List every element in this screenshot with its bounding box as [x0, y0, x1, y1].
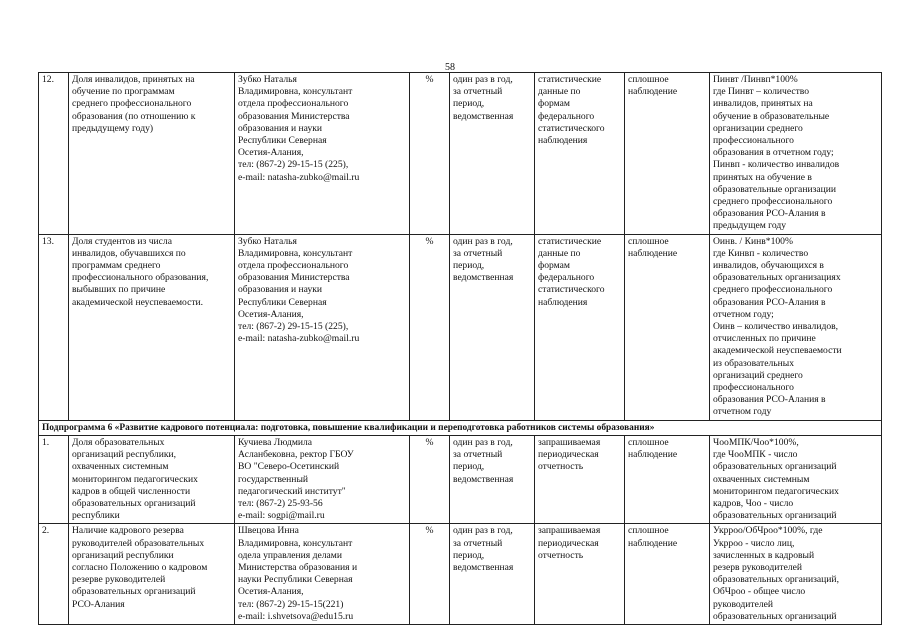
row-number: 13. — [39, 234, 69, 420]
responsible-cell-line: тел: (867-2) 29-15-15 (225), — [238, 159, 349, 171]
indicator-cell-line: республики — [72, 510, 120, 522]
indicator-cell-line: резерве руководителей — [72, 574, 166, 586]
responsible-cell-line: Кучиева Людмила — [238, 436, 313, 448]
indicator-cell-line: выбывших по причине — [72, 284, 166, 296]
formula-cell — [710, 234, 882, 420]
unit-cell: % — [410, 435, 450, 523]
formula-cell-line: принятых на обучение в — [713, 171, 812, 183]
method-cell — [625, 73, 710, 235]
indicator-cell-line: образовательных организаций — [72, 497, 196, 509]
source-cell-line: периодическая — [538, 449, 599, 461]
indicator-cell-line: охваченных системным — [72, 461, 169, 473]
formula-cell-line: среднего профессионального — [713, 196, 833, 208]
formula-cell-line: ЧооМПК/Чоо*100%, — [713, 436, 799, 448]
row-number: 1. — [39, 435, 69, 523]
responsible-cell-line: государственный — [238, 473, 309, 485]
table-row — [39, 73, 882, 235]
source-cell-line: наблюдения — [538, 296, 588, 308]
responsible-cell-line: Швецова Инна — [238, 525, 299, 537]
responsible-cell-line: e-mail: sogpi@mail.ru — [238, 510, 325, 522]
formula-cell-line: Оинв. / Кинв*100% — [713, 235, 793, 247]
responsible-cell-line: тел: (867-2) 29-15-15 (225), — [238, 321, 349, 333]
formula-cell-line: Укрроо/ОбЧроо*100%, где — [713, 525, 823, 537]
method-cell-line: сплошное — [628, 436, 669, 448]
period-cell-line: один раз в год, — [453, 74, 513, 85]
responsible-cell-line: Осетия-Алания, — [238, 586, 304, 598]
source-cell — [535, 234, 625, 420]
period-cell-line: ведомственная — [453, 561, 514, 573]
responsible-cell-line: образования и науки — [238, 284, 323, 296]
responsible-cell-line: тел: (867-2) 25-93-56 — [238, 497, 323, 509]
unit-cell: % — [410, 524, 450, 625]
responsible-cell-line: e-mail: natasha-zubko@mail.ru — [238, 333, 360, 345]
formula-cell-line: отчисленных по причине — [713, 333, 816, 345]
formula-cell-line: где Кинвп - количество — [713, 247, 809, 259]
period-cell-line: период, — [453, 260, 485, 272]
indicator-cell-line: мониторингом педагогических — [72, 473, 198, 485]
method-cell-line: наблюдение — [628, 537, 678, 549]
source-cell-line: наблюдения — [538, 135, 588, 147]
source-cell-line: периодическая — [538, 537, 599, 549]
formula-cell-line: где ЧооМПК - число — [713, 449, 798, 461]
formula-cell-line: инвалидов, принятых на — [713, 98, 813, 110]
responsible-cell-line: Владимировна, консультант — [238, 247, 353, 259]
responsible-cell-line: тел: (867-2) 29-15-15(221) — [238, 598, 344, 610]
formula-cell-line: Укрроо - число лиц, — [713, 537, 795, 549]
method-cell-line: сплошное — [628, 525, 669, 537]
indicator-cell-line: Доля образовательных — [72, 436, 165, 448]
indicator-cell-line: кадров в общей численности — [72, 485, 191, 497]
responsible-cell-line: e-mail: i.shvetsova@edu15.ru — [238, 610, 354, 622]
formula-cell — [710, 524, 882, 625]
indicator-cell-line: академической неуспеваемости. — [72, 296, 204, 308]
formula-cell-line: отчетном году; — [713, 308, 774, 320]
responsible-cell-line: Владимировна, консультант — [238, 86, 353, 98]
formula-cell-line: кадров, Чоо - число — [713, 497, 794, 509]
formula-cell-line: образования РСО-Алания в — [713, 296, 826, 308]
indicator-cell-line: среднего профессионального — [72, 98, 192, 110]
indicator-cell-line: Доля студентов из числа — [72, 235, 172, 247]
responsible-cell-line: Министерства образования и — [238, 561, 358, 573]
period-cell-line: период, — [453, 98, 485, 110]
indicator-table — [38, 72, 882, 625]
indicator-cell-line: образования (по отношению к — [72, 110, 196, 122]
responsible-cell — [235, 435, 410, 523]
source-cell-line: статистического — [538, 284, 605, 296]
period-cell-line: за отчетный — [453, 537, 503, 549]
unit-cell: % — [410, 73, 450, 235]
source-cell-line: статистические — [538, 74, 602, 85]
method-cell-line: наблюдение — [628, 86, 678, 98]
indicator-cell — [69, 435, 235, 523]
formula-cell — [710, 73, 882, 235]
formula-cell-line: профессионального — [713, 135, 794, 147]
period-cell-line: период, — [453, 549, 485, 561]
formula-cell-line: зачисленных в кадровый — [713, 549, 815, 561]
formula-cell — [710, 435, 882, 523]
formula-cell-line: где Пинвт – количество — [713, 86, 810, 98]
responsible-cell-line: отдела профессионального — [238, 98, 349, 110]
indicator-cell-line: руководителей образовательных — [72, 537, 205, 549]
indicator-cell — [69, 524, 235, 625]
formula-cell-line: охваченных системным — [713, 473, 810, 485]
responsible-cell — [235, 524, 410, 625]
formula-cell-line: образовательных организаций, — [713, 574, 839, 586]
table-row — [39, 435, 882, 523]
responsible-cell-line: ВО "Северо-Осетинский — [238, 461, 340, 473]
source-cell-line: отчетность — [538, 549, 584, 561]
responsible-cell-line: Осетия-Алания, — [238, 308, 304, 320]
page-number: 58 — [445, 62, 455, 73]
indicator-cell-line: согласно Положению о кадровом — [72, 561, 208, 573]
indicator-cell — [69, 234, 235, 420]
source-cell-line: статистические — [538, 235, 602, 247]
responsible-cell-line: Республики Северная — [238, 296, 327, 308]
responsible-cell-line: образования Министерства — [238, 110, 350, 122]
responsible-cell-line: Зубко Наталья — [238, 235, 297, 247]
indicator-cell-line: Доля инвалидов, принятых на — [72, 74, 195, 85]
period-cell-line: один раз в год, — [453, 525, 513, 537]
period-cell-line: ведомственная — [453, 110, 514, 122]
formula-cell-line: организации среднего — [713, 122, 803, 134]
responsible-cell-line: e-mail: natasha-zubko@mail.ru — [238, 171, 360, 183]
period-cell-line: ведомственная — [453, 272, 514, 284]
indicator-cell-line: профессионального образования, — [72, 272, 209, 284]
period-cell — [450, 234, 535, 420]
source-cell-line: отчетность — [538, 461, 584, 473]
responsible-cell-line: Зубко Наталья — [238, 74, 297, 85]
source-cell-line: формам — [538, 260, 570, 272]
formula-cell-line: инвалидов, обучающихся в — [713, 260, 824, 272]
source-cell-line: федерального — [538, 272, 595, 284]
formula-cell-line: резерв руководителей — [713, 561, 803, 573]
source-cell-line: данные по — [538, 247, 581, 259]
method-cell — [625, 234, 710, 420]
responsible-cell-line: Осетия-Алания, — [238, 147, 304, 159]
table-row — [39, 234, 882, 420]
method-cell — [625, 435, 710, 523]
indicator-cell-line: организаций республики — [72, 549, 174, 561]
formula-cell-line: предыдущем году — [713, 220, 787, 232]
formula-cell-line: образовательных организаций — [713, 461, 837, 473]
table-row — [39, 524, 882, 625]
indicator-cell-line: организаций республики, — [72, 449, 177, 461]
source-cell-line: запрашиваемая — [538, 436, 601, 448]
formula-cell-line: образовательных организациях — [713, 272, 841, 284]
period-cell-line: один раз в год, — [453, 436, 513, 448]
period-cell — [450, 73, 535, 235]
row-number: 2. — [39, 524, 69, 625]
period-cell-line: за отчетный — [453, 449, 503, 461]
source-cell — [535, 524, 625, 625]
responsible-cell-line: Владимировна, консультант — [238, 537, 353, 549]
indicator-cell — [69, 73, 235, 235]
period-cell-line: один раз в год, — [453, 235, 513, 247]
indicator-cell-line: образовательных организаций — [72, 586, 196, 598]
formula-cell-line: руководителей — [713, 598, 774, 610]
formula-cell-line: образовательных организаций — [713, 510, 837, 522]
responsible-cell-line: Республики Северная — [238, 135, 327, 147]
responsible-cell-line: образования Министерства — [238, 272, 350, 284]
period-cell — [450, 524, 535, 625]
indicator-cell-line: инвалидов, обучавшихся по — [72, 247, 186, 259]
period-cell-line: за отчетный — [453, 247, 503, 259]
formula-cell-line: образования в отчетном году; — [713, 147, 834, 159]
formula-cell-line: Оинв – количество инвалидов, — [713, 321, 839, 333]
formula-cell-line: обучение в образовательные — [713, 110, 830, 122]
period-cell-line: ведомственная — [453, 473, 514, 485]
responsible-cell-line: педагогический институт" — [238, 485, 346, 497]
responsible-cell-line: Асланбековна, ректор ГБОУ — [238, 449, 354, 461]
source-cell-line: федерального — [538, 110, 595, 122]
formula-cell-line: среднего профессионального — [713, 284, 833, 296]
formula-cell-line: образовательные организации — [713, 183, 837, 195]
period-cell — [450, 435, 535, 523]
formula-cell-line: образования РСО-Алания в — [713, 208, 826, 220]
period-cell-line: за отчетный — [453, 86, 503, 98]
formula-cell-line: организаций среднего — [713, 369, 803, 381]
method-cell-line: наблюдение — [628, 449, 678, 461]
unit-cell: % — [410, 234, 450, 420]
method-cell-line: сплошное — [628, 74, 669, 85]
source-cell-line: данные по — [538, 86, 581, 98]
responsible-cell-line: одела управления делами — [238, 549, 343, 561]
source-cell — [535, 435, 625, 523]
formula-cell-line: академической неуспеваемости — [713, 345, 842, 357]
method-cell — [625, 524, 710, 625]
formula-cell-line: мониторингом педагогических — [713, 485, 839, 497]
indicator-cell-line: предыдущему году) — [72, 122, 154, 134]
formula-cell-line: Пинвт /Пинвп*100% — [713, 74, 798, 85]
responsible-cell-line: отдела профессионального — [238, 260, 349, 272]
formula-cell-line: Пинвп - количество инвалидов — [713, 159, 840, 171]
source-cell-line: запрашиваемая — [538, 525, 601, 537]
formula-cell-line: из образовательных — [713, 357, 794, 369]
responsible-cell — [235, 73, 410, 235]
indicator-cell-line: обучение по программам — [72, 86, 175, 98]
row-number: 12. — [39, 73, 69, 235]
formula-cell-line: профессионального — [713, 382, 794, 394]
responsible-cell — [235, 234, 410, 420]
subprogram-title: Подпрограмма 6 «Развитие кадрового потенциала: подготовка, повышение квалификации и переподготовка работников системы образования» — [39, 420, 882, 435]
formula-cell-line: образовательных организаций — [713, 610, 837, 622]
indicator-cell-line: РСО-Алания — [72, 598, 125, 610]
period-cell-line: период, — [453, 461, 485, 473]
formula-cell-line: отчетном году — [713, 406, 772, 418]
method-cell-line: сплошное — [628, 235, 669, 247]
formula-cell-line: ОбЧроо - общее число — [713, 586, 806, 598]
source-cell-line: формам — [538, 98, 570, 110]
responsible-cell-line: образования и науки — [238, 122, 323, 134]
indicator-cell-line: Наличие кадрового резерва — [72, 525, 184, 537]
source-cell-line: статистического — [538, 122, 605, 134]
method-cell-line: наблюдение — [628, 247, 678, 259]
source-cell — [535, 73, 625, 235]
formula-cell-line: образования РСО-Алания в — [713, 394, 826, 406]
indicator-cell-line: программам среднего — [72, 260, 161, 272]
responsible-cell-line: науки Республики Северная — [238, 574, 353, 586]
